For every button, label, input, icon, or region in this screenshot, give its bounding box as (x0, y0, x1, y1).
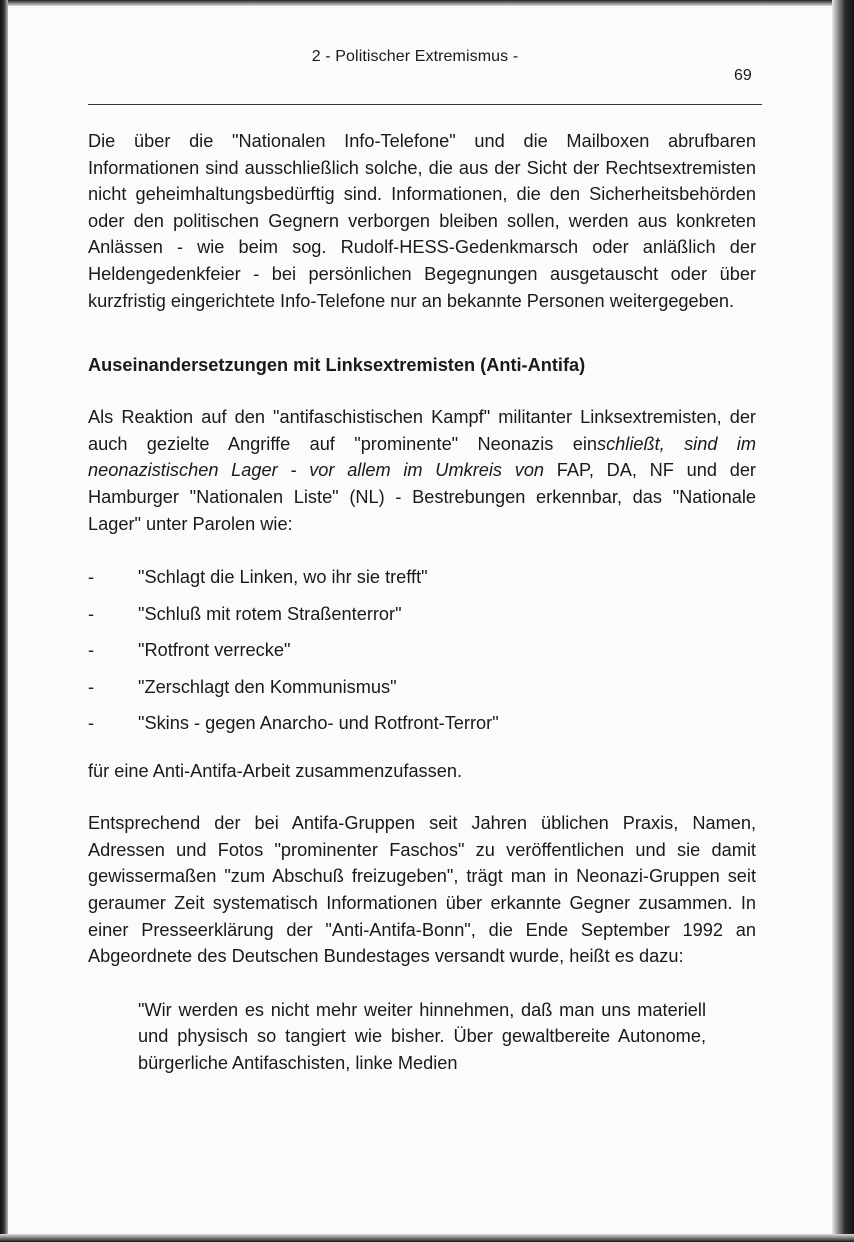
list-item (88, 637, 756, 674)
slogan-text: "Rotfront verrecke" (138, 640, 291, 661)
list-dash: - (88, 567, 95, 588)
slogan-text: "Schluß mit rotem Straßenterror" (138, 603, 402, 624)
list-dash: - (88, 713, 95, 734)
list-item (88, 710, 756, 747)
paragraph-anti-antifa-start: Als Reaktion auf den "antifaschistischen Kampf" militanter Linksextremisten, der auch gezielte Angriffe auf "prominente" Neonazis ein (88, 407, 756, 454)
slogan-text: "Skins - gegen Anarcho- und Rotfront-Terror" (138, 713, 499, 734)
scan-top-edge (0, 0, 854, 6)
slogan-text: "Schlagt die Linken, wo ihr sie trefft" (138, 567, 428, 588)
paragraph-anti-antifa-italic: schließt, sind im neonazistischen Lager - vor allem im Umkreis von (88, 433, 756, 481)
scan-left-edge (0, 0, 8, 1242)
list-item (88, 601, 756, 638)
list-dash: - (88, 603, 95, 624)
paragraph-practice: Entsprechend der bei Antifa-Gruppen seit Jahren üblichen Praxis, Namen, Adressen und Fotos "prominenter Faschos" zu veröffentlichen und sie damit gewissermaßen "zum Abschuß freizugeben", trägt man in Neonazi-Gruppen seit geraumer Zeit systematisch Informationen über erkannte Gegner zusammen. In einer Presseerklärung der "Anti-Antifa-Bonn", die Ende September 1992 an Abgeordnete des Deutschen Bundestages versandt wurde, heißt es dazu: (88, 813, 756, 967)
paragraph-summary: für eine Anti-Antifa-Arbeit zusammenzufassen. (88, 760, 463, 781)
block-quote: "Wir werden es nicht mehr weiter hinnehmen, daß man uns materiell und physisch so tangiert wie bisher. Über gewaltbereite Autonome, bürgerliche Antifaschisten, linke Medien (138, 999, 706, 1073)
page-body (88, 128, 756, 1077)
paragraph-anti-antifa (88, 404, 756, 537)
header-rule (88, 104, 762, 105)
paragraph-info-telefone: Die über die "Nationalen Info-Telefone" und die Mailboxen abrufbaren Informationen sind ausschließlich solche, die aus der Sicht der Rechtsextremisten nicht geheimhaltungsbedürftig sind. Informationen, die den Sicherheitsbehörden oder den politischen Gegnern verborgen bleiben sollen, werden aus konkreten Anlässen - wie beim sog. Rudolf-HESS-Gedenkmarsch oder anläßlich der Heldengedenkfeier - bei persönlichen Begegnungen ausgetauscht oder über kurzfristig eingerichtete Info-Telefone nur an bekannte Personen weitergegeben. (88, 131, 756, 311)
book-spine-shadow (832, 0, 854, 1242)
running-head: 2 - Politischer Extremismus - (311, 48, 519, 65)
list-item (88, 674, 756, 711)
paragraph-anti-antifa-end: FAP, DA, NF und der Hamburger "Nationalen Liste" (NL) - Bestrebungen erkennbar, das "Nationale Lager" unter Parolen wie: (88, 460, 756, 534)
list-item (88, 564, 756, 601)
slogan-text: "Zerschlagt den Kommunismus" (138, 676, 397, 697)
page-number: 69 (734, 67, 752, 84)
scan-bottom-edge (0, 1234, 854, 1242)
list-dash: - (88, 640, 95, 661)
list-dash: - (88, 676, 95, 697)
slogan-list (88, 564, 756, 747)
section-heading: Auseinandersetzungen mit Linksextremisten (Anti-Antifa) (88, 355, 586, 376)
